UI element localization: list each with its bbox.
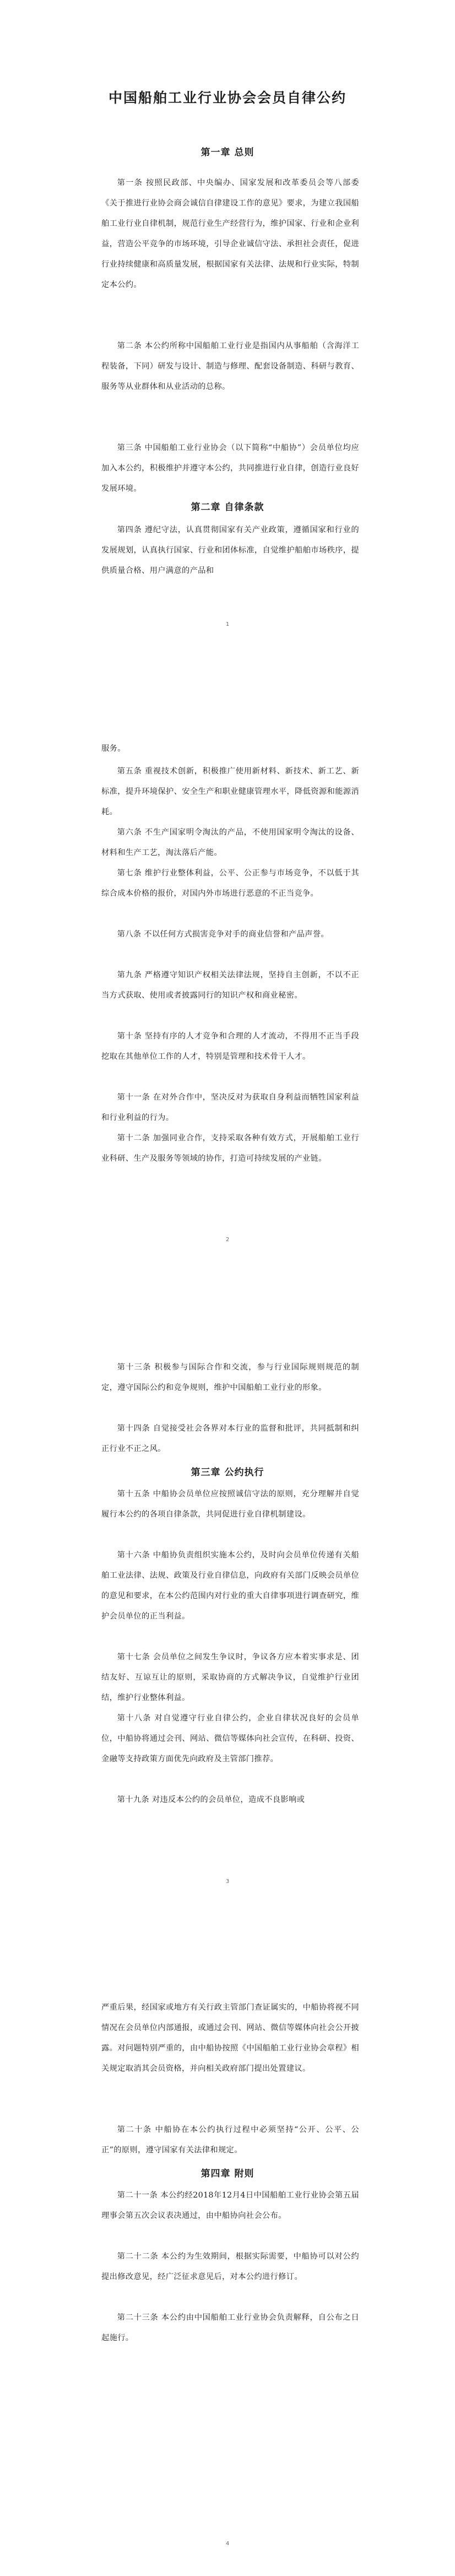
article-12: 第十二条 加强同业合作，支持采取各种有效方式，开展船舶工业行业科研、生产及服务等领域的协作，打造可持续发展的产业链。 xyxy=(101,1134,359,1163)
article-18: 第十八条 对自觉遵守行业自律公约，企业自律状况良好的会员单位，中船协将通过会刊、网站、微信等媒体向社会宣传，在科研、投资、金融等支持政策方面优先向政府及主管部门推荐。 xyxy=(101,1714,359,1763)
article-9: 第九条 严格遵守知识产权相关法律法规，坚持自主创新，不以不正当方式获取、使用或者披露同行的知识产权和商业秘密。 xyxy=(101,971,359,1000)
article-6: 第六条 不生产国家明令淘汰的产品，不使用国家明令淘汰的设备、材料和生产工艺，淘汰落后产能。 xyxy=(101,828,359,857)
document-title: 中国船舶工业行业协会会员自律公约 xyxy=(108,90,346,106)
article-2: 第二条 本公约所称中国船舶工业行业是指国内从事船舶（含海洋工程装备，下同）研发与设计、制造与修理、配套设备制造、科研与教育、服务等从业群体和从业活动的总称。 xyxy=(101,342,359,391)
article-22: 第二十二条 本公约为生效期间，根据实际需要，中船协可以对公约提出修改意见，经广泛征求意见后，对本公约进行修订。 xyxy=(101,2252,359,2281)
chapter-1-heading: 第一章 总则 xyxy=(201,147,254,158)
article-16: 第十六条 中船协负责组织实施本公约，及时向会员单位传递有关船舶工业法律、法规、政策及行业自律信息，向政府有关部门反映会员单位的意见和要求，在本公约范围内对行业的重大自律事项进行调查研究，维护会员单位的正当利益。 xyxy=(101,1551,359,1621)
article-4-continued: 服务。 xyxy=(101,744,126,753)
article-19: 第十九条 对违反本公约的会员单位，造成不良影响或 xyxy=(117,1795,305,1804)
page-number: 3 xyxy=(225,1879,230,1885)
article-8: 第八条 不以任何方式损害竞争对手的商业信誉和产品声誉。 xyxy=(117,930,329,939)
page-number: 2 xyxy=(225,1237,230,1243)
article-3: 第三条 中国船舶工业行业协会（以下简称“中船协”）会员单位均应加入本公约，积极维护并遵守本公约，共同推进行业自律，创造行业良好发展环境。 xyxy=(101,443,359,493)
chapter-2-heading: 第二章 自律条款 xyxy=(191,502,264,513)
article-21: 第二十一条 本公约经2018年12月4日中国船舶工业行业协会第五届理事会第五次会议表决通过，由中船协向社会公布。 xyxy=(101,2191,359,2220)
article-7: 第七条 维护行业整体利益，公平、公正参与市场竞争，不以低于其综合成本价格的报价，对国内外市场进行恶意的不正当竞争。 xyxy=(101,869,359,898)
article-19-continued: 严重后果，经国家或地方有关行政主管部门查证属实的，中船协将视不同情况在会员单位内部通报，或通过会刊、网站、微信等媒体向社会公开披露。对问题特别严重的，由中船协按照《中国船舶工业行业协会章程》相关规定取消其会员资格，并向相关政府部门提出处置建议。 xyxy=(101,2003,359,2073)
article-20: 第二十条 中船协在本公约执行过程中必须坚持“公开、公平、公正”的原则，遵守国家有关法律和规定。 xyxy=(101,2125,359,2155)
article-17: 第十七条 会员单位之间发生争议时，争议各方应本着实事求是、团结友好、互谅互让的原则，采取协商的方式解决争议，自觉维护行业团结，维护行业整体利益。 xyxy=(101,1653,359,1702)
article-1: 第一条 按照民政部、中央编办、国家发展和改革委员会等八部委《关于推进行业协会商会诚信自律建设工作的意见》要求，为建立我国船舶工业行业自律机制，规范行业生产经营行为，维护国家、行业和企业利益，营造公平竞争的市场环境，引导企业诚信守法、承担社会责任，促进行业持续健康和高质量发展，根据国家有关法律、法规和行业实际，特制定本公约。 xyxy=(101,178,359,289)
article-15: 第十五条 中船协会员单位应按照诚信守法的原则，充分理解并自觉履行本公约的各项自律条款，共同促进行业自律机制建设。 xyxy=(101,1490,359,1519)
article-10: 第十条 坚持有序的人才竞争和合理的人才流动，不得用不正当手段挖取在其他单位工作的人才，特别是管理和技术骨干人才。 xyxy=(101,1032,359,1061)
chapter-3-heading: 第三章 公约执行 xyxy=(191,1467,264,1478)
article-4: 第四条 遵纪守法，认真贯彻国家有关产业政策，遵循国家和行业的发展规划，认真执行国家、行业和团体标准，自觉维护船舶市场秩序，提供质量合格、用户满意的产品和 xyxy=(101,526,359,575)
article-5: 第五条 重视技术创新，积极推广使用新材料、新技术、新工艺、新标准，提升环境保护、安全生产和职业健康管理水平，降低资源和能源消耗。 xyxy=(101,767,359,816)
page-number: 1 xyxy=(225,621,230,627)
article-23: 第二十三条 本公约由中国船舶工业行业协会负责解释，自公布之日起施行。 xyxy=(101,2313,359,2342)
article-14: 第十四条 自觉接受社会各界对本行业的监督和批评，共同抵制和纠正行业不正之风。 xyxy=(101,1424,359,1453)
article-13: 第十三条 积极参与国际合作和交流，参与行业国际规则规范的制定，遵守国际公约和竞争规则，维护中国船舶工业行业的形象。 xyxy=(101,1363,359,1392)
article-11: 第十一条 在对外合作中，坚决反对为获取自身利益而牺牲国家利益和行业利益的行为。 xyxy=(101,1093,359,1122)
chapter-4-heading: 第四章 附则 xyxy=(201,2168,254,2179)
page-number: 4 xyxy=(225,2541,230,2547)
